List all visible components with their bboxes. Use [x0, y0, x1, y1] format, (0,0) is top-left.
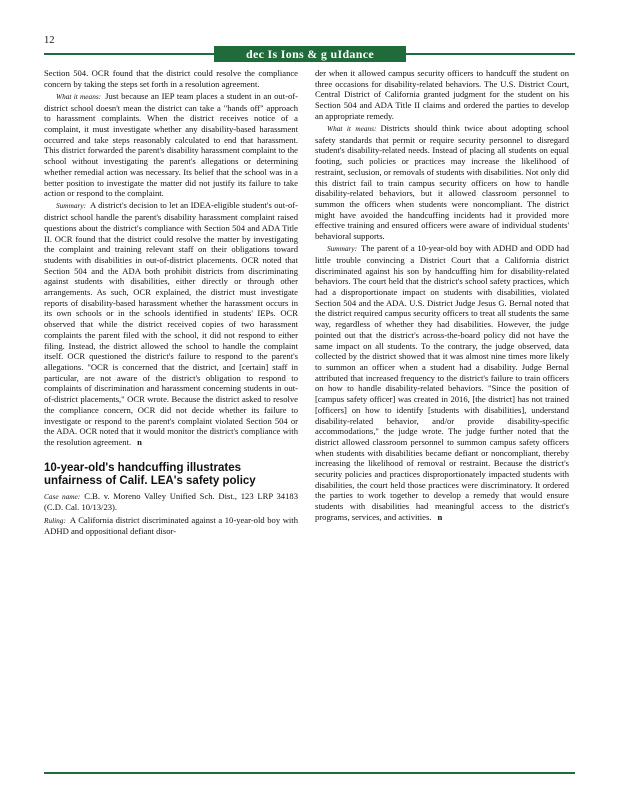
- case-name-line: [44, 491, 298, 513]
- summary-label: Summary:: [56, 201, 86, 211]
- right-paragraph-2: [315, 123, 569, 242]
- section-title: dec Is Ions & g uIdance: [214, 46, 406, 62]
- ruling-text: A California district discriminated against a 10-year-old boy with ADHD and oppositional defiant disor-: [44, 514, 298, 537]
- what-it-means-text: Districts should think twice about adopting school safety standards that permit or require security personnel to disregard student's disability-related needs. Instead of placing all students on equal footing, such policies or practices may increase the likelihood of restraint, seclusion, or removals of students with disabilities. Not only did this district fail to train campus security officers on how to handle disability-related behaviors, but it allowed classroom personnel to summon the officers when students were noncompliant. The district might have avoided the handcuffing incidents had it provided more effective training and ensured officers were aware of individual students' behavioral supports.: [315, 123, 569, 242]
- what-it-means-label: What it means:: [327, 124, 377, 134]
- case-name-text: C.B. v. Moreno Valley Unified Sch. Dist., 123 LRP 34183 (C.D. Cal. 10/13/23).: [44, 490, 298, 513]
- ruling-label: Ruling:: [44, 515, 66, 525]
- ruling-line: [44, 515, 298, 537]
- summary-text: A district's decision to let an IDEA-eligible student's out-of-district school handle the parent's disability harassment complaint raised questions about the district's compliance with Section 504 and ADA Title II. OCR found that the district could resolve the matter by investigating the complaint and training relevant staff on their obligations toward students with disabilities in out-of-district placements. OCR noted that Section 504 and the ADA both prohibit districts from discriminating against students with disabilities, either directly or through other arrangements. As such, OCR explained, the district must investigate reports of disability-based harassment whether the harassment occurs in its own schools or in the schools identified in students' IEPs. OCR observed that while the district received copies of two harassment complaints the parent filed with the school, it did not respond to either filing. Instead, the district allowed the school to handle the complaint itself. OCR questioned the district's failure to respond to the parent's allegations. "OCR is concerned that the district, and [certain] staff in particular, are not aware of the district's obligation to respond to complaints of discrimination and harassment concerning students in out-of-district placements," OCR wrote. Because the district asked to resolve the compliance concern, OCR did not decide whether its failure to investigate or respond to the parent's complaint violated Section 504 or the ADA. OCR noted that it would monitor the district's compliance with the resolution agreement.: [44, 200, 298, 447]
- what-it-means-text: Just because an IEP team places a student in an out-of-district school doesn't mean the district can take a "hands off" approach to harassment complaints. When the district receives notice of a complaint, it must investigate whether any disability-based harassment occurred and take steps reasonably calculated to end that harassment. This district forwarded the parent's disability harassment complaint to the school without investigating the parent's allegations or determining whether remedial action was necessary. Its belief that the school was in a better position to investigate the matter did not justify its failure to take action or respond to the complaint.: [44, 90, 298, 199]
- left-paragraph-3: [44, 200, 298, 447]
- summary-label: Summary:: [327, 244, 357, 254]
- article-headline: 10-year-old's handcuffing illustrates unfairness of Calif. LEA's safety policy: [44, 461, 256, 487]
- case-name-label: Case name:: [44, 491, 81, 501]
- right-paragraph-3: [315, 243, 569, 522]
- left-paragraph-1: Section 504. OCR found that the district could resolve the compliance concern by taking the steps set forth in a resolution agreement.: [44, 68, 298, 89]
- end-mark: n: [137, 436, 142, 447]
- left-paragraph-2: [44, 91, 298, 199]
- what-it-means-label: What it means:: [56, 91, 102, 101]
- footer-rule: [44, 772, 575, 774]
- left-column: [44, 68, 298, 538]
- right-column: [315, 68, 569, 524]
- summary-text: The parent of a 10-year-old boy with ADHD and ODD had little trouble convincing a District Court that a California district discriminated against his son by handcuffing him for disability-related behaviors. The court held that the district's school safety practices, which had a disproportionate impact on students with disabilities, violated Section 504 and the ADA. U.S. District Judge Jesus G. Bernal noted that the district required campus security officers to treat all students the same way, regardless of whether they had disabilities. However, the judge pointed out that the district's across-the-board policy did not have the same impact on all students. To the contrary, the judge observed, data collected by the district showed that it was almost nine times more likely to summon an officer when a student had a disability. Judge Bernal attributed that increased frequency to the district's failure to train officers on how to handle disability-related behaviors. "Since the position of [campus safety officer] was created in 2016, [the district] has not trained [officers] on how to identify [students with disabilities], understand disability-related behavior, and/or provide disability-specific accommodations," the judge wrote. The judge further noted that the district allowed classroom personnel to summon campus safety officers when students with disabilities became defiant or noncompliant, thereby increasing the likelihood of removal or restraint. Because the district's security policies and practices disproportionately impacted students with disabilities, the court held those practices were discriminatory. It ordered the parties to work together to develop a remedy that would ensure students with disabilities had meaningful access to the district's programs, services, and activities.: [315, 243, 569, 522]
- case-meta: [44, 491, 298, 537]
- right-paragraph-1: der when it allowed campus security officers to handcuff the student on three occasions for disability-related behaviors. The U.S. District Court, Central District of California granted judgment for the student on his Section 504 and ADA Title II claims and ordered the parties to develop an appropriate remedy.: [315, 68, 569, 121]
- end-mark: n: [437, 511, 443, 522]
- page-number: 12: [44, 35, 55, 46]
